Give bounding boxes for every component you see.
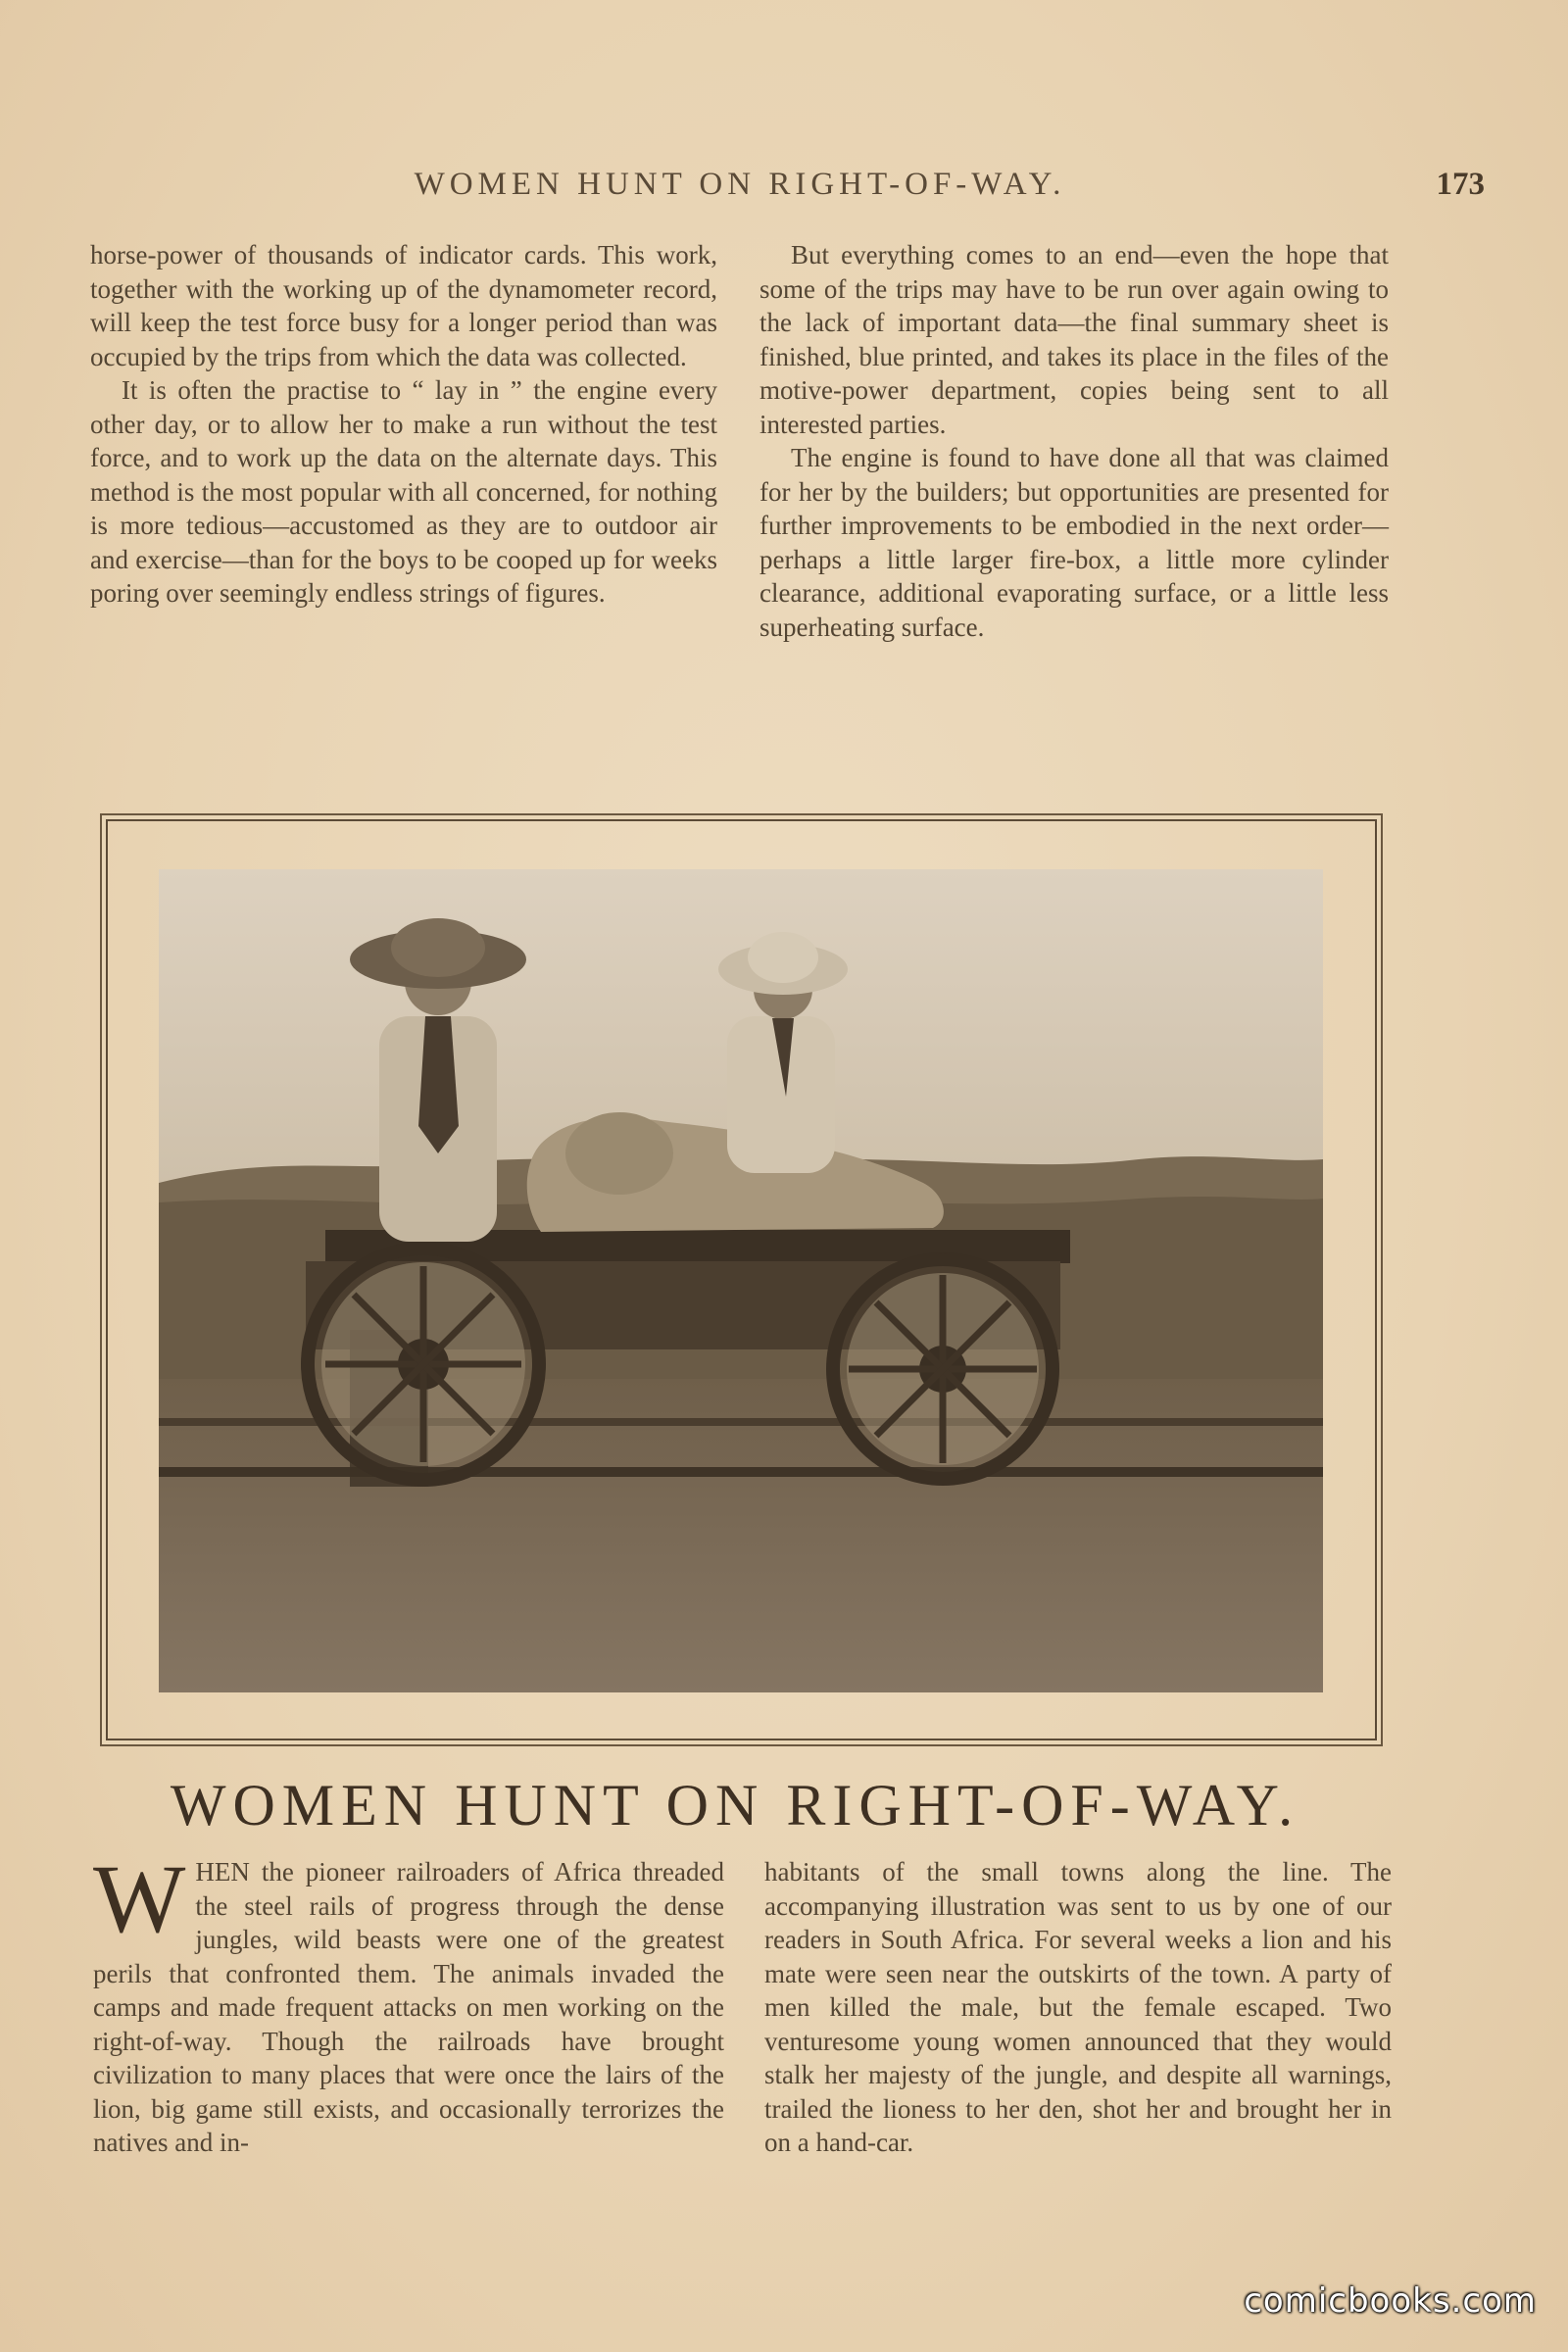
top-left-column xyxy=(90,238,717,611)
paragraph: But everything comes to an end—even the hope that some of the trips may have to be run over again owing to the lack of important data—the final summary sheet is finished, blue printed, and takes its place in the files of the motive-power department, copies being sent to all interested parties. xyxy=(760,240,1389,439)
drop-cap: W xyxy=(93,1844,186,1953)
page-number: 173 xyxy=(1436,167,1485,202)
running-head xyxy=(88,167,1485,206)
photo-illustration xyxy=(159,869,1323,1692)
photograph-women-lioness-handcar xyxy=(159,869,1323,1692)
paragraph xyxy=(93,1844,724,2160)
paragraph: The engine is found to have done all that was claimed for her by the builders; but opportunities are presented for further improvements to be embodied in the next order—perhaps a little larger fire-box, a little more cylinder clearance, additional evaporating surface, or a little less superheating surface. xyxy=(760,443,1389,642)
article-left-text: HEN the pioneer railroaders of Africa threaded the steel rails of progress through the dense jungles, wild beasts were one of the greatest perils that confronted them. The animals invaded the camps and made frequent attacks on men working on the right-of-way. Though the railroads have brought civilization to many places that were once the lairs of the lion, big game still exists, and occasionally terrorizes the natives and in- xyxy=(93,1857,724,2157)
article-right-column xyxy=(764,1855,1392,2160)
paragraph: horse-power of thousands of indicator cards. This work, together with the working up of the dynamometer record, will keep the test force busy for a longer period than was occupied by the trips from which the data was collected. xyxy=(90,240,717,371)
article-right-text: habitants of the small towns along the line. The accompanying illustration was sent to us by one of our readers in South Africa. For several weeks a lion and his mate were seen near the outskirts of the town. A party of men killed the male, but the female escaped. Two venturesome young women announced that they would stalk her majesty of the jungle, and despite all warnings, trailed the lioness to her den, shot her and brought her in on a hand-car. xyxy=(764,1857,1392,2157)
paragraph: It is often the practise to “ lay in ” the engine every other day, or to allow her to make a run without the test force, and to work up the data on the alternate days. This method is the most popular with all concerned, for nothing is more tedious—accustomed as they are to outdoor air and exercise—than for the boys to be cooped up for weeks poring over seemingly endless strings of figures. xyxy=(90,375,717,608)
running-title: WOMEN HUNT ON RIGHT-OF-WAY. xyxy=(414,167,1066,202)
article-left-column xyxy=(93,1844,724,2160)
top-right-column xyxy=(760,238,1389,644)
watermark-logo: comicbooks.com xyxy=(1244,2281,1537,2321)
article-headline: WOMEN HUNT ON RIGHT-OF-WAY. xyxy=(170,1773,1300,1838)
